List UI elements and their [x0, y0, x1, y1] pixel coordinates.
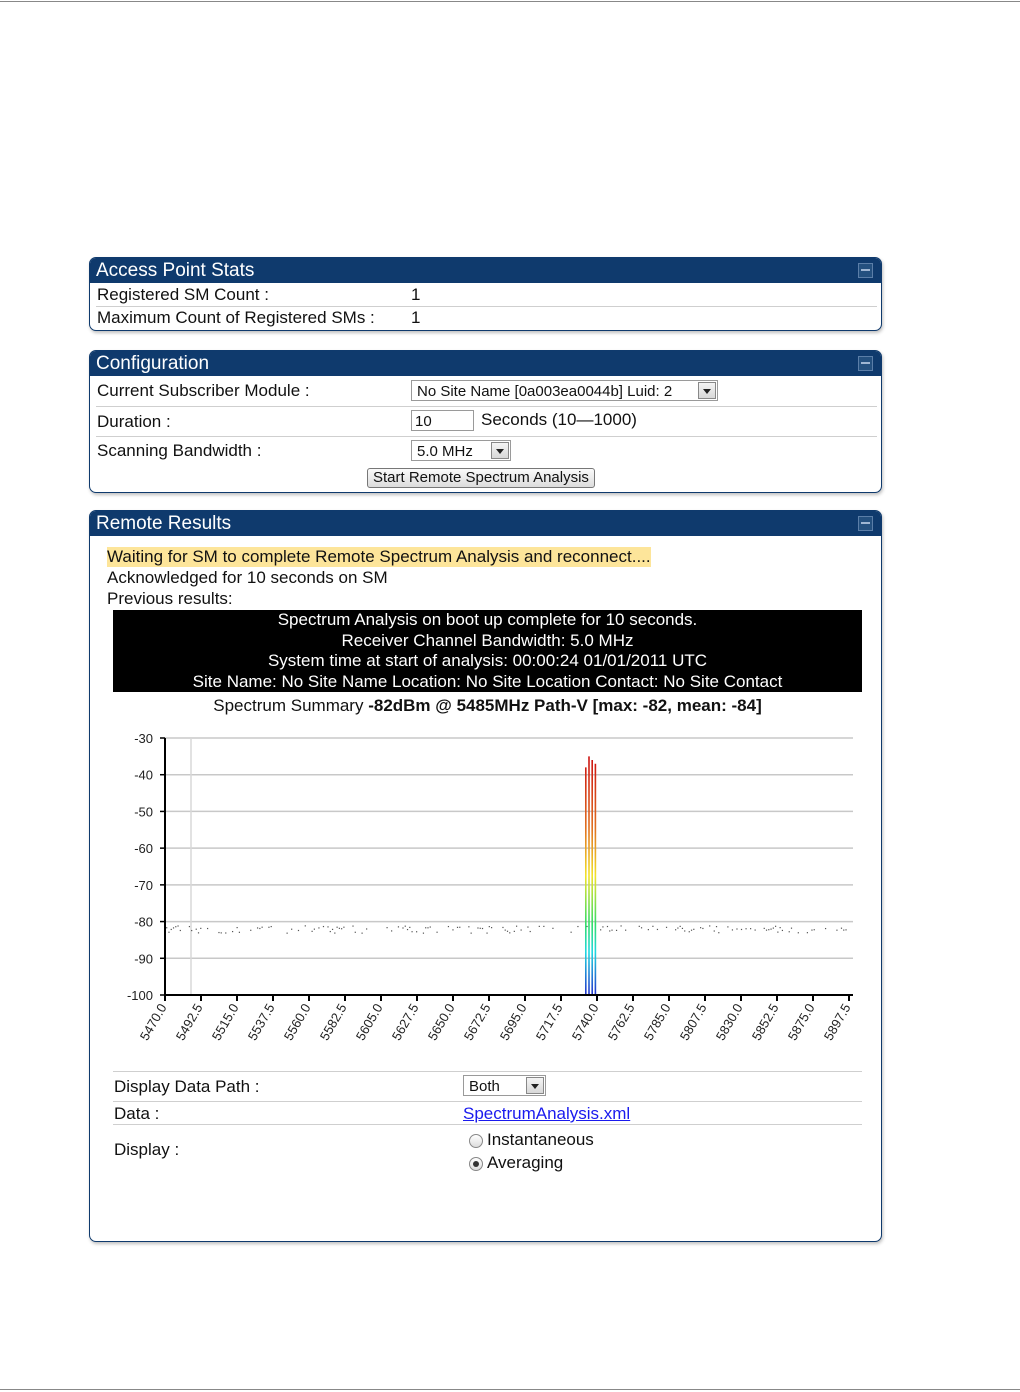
peak-marker — [168, 932, 169, 933]
row-value: 1 — [411, 285, 421, 304]
x-tick-label: 5717.5 — [532, 1001, 566, 1043]
peak-marker — [764, 928, 765, 929]
peak-marker — [682, 928, 683, 929]
peak-marker — [407, 929, 408, 930]
peak-marker — [298, 930, 299, 931]
peak-marker — [780, 927, 781, 928]
peak-marker — [675, 929, 676, 930]
panel-title: Access Point Stats — [96, 260, 255, 281]
previous-results-label: Previous results: — [107, 589, 233, 608]
peak-marker — [402, 927, 403, 928]
peak-marker — [527, 926, 528, 927]
peak-marker — [486, 933, 487, 934]
y-tick-label: -80 — [134, 914, 153, 930]
peak-marker — [741, 929, 742, 930]
peak-marker — [807, 932, 808, 933]
peak-marker — [700, 927, 701, 928]
x-tick-label: 5807.5 — [676, 1001, 710, 1043]
peak-marker — [693, 929, 694, 930]
peak-marker — [239, 932, 240, 933]
peak-marker — [257, 927, 258, 928]
peak-marker — [652, 926, 653, 927]
peak-marker — [166, 927, 167, 928]
y-tick-label: -70 — [134, 877, 153, 893]
y-tick-label: -60 — [134, 841, 153, 857]
peak-marker — [791, 928, 792, 929]
peak-marker — [468, 926, 469, 927]
peak-marker — [232, 931, 233, 932]
peak-marker — [171, 929, 172, 930]
peak-marker — [841, 928, 842, 929]
peak-marker — [175, 926, 176, 927]
peak-marker — [430, 926, 431, 927]
dropdown-arrow-icon[interactable] — [526, 1077, 544, 1094]
peak-marker — [770, 929, 771, 930]
max-registered-sms-row — [96, 307, 877, 329]
x-tick-label: 5672.5 — [460, 1001, 494, 1043]
info-line: Receiver Channel Bandwidth: 5.0 MHz — [341, 630, 634, 650]
x-tick-label: 5762.5 — [604, 1001, 638, 1043]
info-line: Spectrum Analysis on boot up complete for 10 seconds. — [277, 610, 698, 629]
peak-marker — [680, 926, 681, 927]
peak-marker — [482, 928, 483, 929]
peak-marker — [218, 932, 219, 933]
peak-marker — [736, 928, 737, 929]
peak-marker — [177, 925, 178, 926]
data-row — [113, 1101, 862, 1125]
peak-marker — [416, 931, 417, 932]
peak-marker — [323, 926, 324, 927]
row-label: Registered SM Count : — [97, 285, 269, 304]
peak-marker — [782, 930, 783, 931]
peak-marker — [312, 931, 313, 932]
peak-marker — [609, 930, 610, 931]
row-label: Data : — [114, 1104, 160, 1123]
peak-marker — [641, 927, 642, 928]
peak-marker — [509, 932, 510, 933]
current-sm-row — [96, 376, 877, 407]
row-label: Display Data Path : — [114, 1077, 260, 1096]
peak-marker — [766, 930, 767, 931]
y-tick-label: -50 — [134, 804, 153, 820]
scanning-bandwidth-select[interactable] — [411, 440, 511, 461]
row-value: 1 — [411, 308, 421, 327]
peak-marker — [291, 929, 292, 930]
peak-marker — [330, 931, 331, 932]
radio-icon[interactable] — [469, 1157, 483, 1171]
peak-marker — [337, 927, 338, 928]
peak-marker — [423, 933, 424, 934]
x-tick-label: 5875.0 — [784, 1001, 818, 1043]
page-bottom-rule — [0, 1389, 1020, 1390]
peak-marker — [607, 926, 608, 927]
peak-marker — [516, 926, 517, 927]
registered-sm-count-row — [96, 283, 877, 307]
peak-marker — [689, 931, 690, 932]
peak-marker — [425, 927, 426, 928]
y-tick-label: -40 — [134, 767, 153, 783]
row-label: Duration : — [97, 412, 171, 431]
peak-marker — [409, 927, 410, 928]
peak-marker — [207, 928, 208, 929]
x-tick-label: 5470.0 — [136, 1001, 170, 1043]
x-tick-label: 5515.0 — [208, 1001, 242, 1043]
peak-marker — [836, 930, 837, 931]
peak-marker — [530, 931, 531, 932]
panel-header — [90, 351, 881, 376]
collapse-icon[interactable] — [858, 356, 873, 371]
peak-marker — [411, 931, 412, 932]
peak-marker — [268, 927, 269, 928]
peak-marker — [586, 926, 587, 927]
peak-marker — [196, 929, 197, 930]
peak-marker — [386, 927, 387, 928]
peak-marker — [436, 932, 437, 933]
peak-marker — [539, 926, 540, 927]
select-value: Both — [469, 1078, 500, 1095]
peak-marker — [489, 926, 490, 927]
peak-marker — [173, 927, 174, 928]
peak-marker — [341, 928, 342, 929]
peak-marker — [225, 932, 226, 933]
peak-marker — [768, 929, 769, 930]
peak-marker — [191, 930, 192, 931]
peak-marker — [480, 928, 481, 929]
peak-marker — [507, 931, 508, 932]
peak-marker — [198, 932, 199, 933]
analysis-info-box — [113, 610, 862, 692]
peak-marker — [639, 926, 640, 927]
peak-marker — [777, 932, 778, 933]
peak-marker — [814, 929, 815, 930]
peak-marker — [755, 929, 756, 930]
peak-marker — [459, 927, 460, 928]
x-tick-label: 5605.0 — [352, 1001, 386, 1043]
panel-header — [90, 511, 881, 536]
page-top-rule — [0, 1, 1020, 2]
peak-marker — [716, 926, 717, 927]
peak-marker — [825, 928, 826, 929]
x-tick-label: 5852.5 — [748, 1001, 782, 1043]
peak-marker — [621, 925, 622, 926]
peak-marker — [491, 927, 492, 928]
start-remote-spectrum-analysis-button[interactable]: Start Remote Spectrum Analysis — [367, 468, 595, 488]
peak-marker — [521, 929, 522, 930]
display-data-path-select[interactable] — [463, 1075, 546, 1096]
peak-marker — [714, 930, 715, 931]
peak-marker — [343, 927, 344, 928]
peak-marker — [471, 933, 472, 934]
peak-marker — [571, 932, 572, 933]
peak-marker — [318, 927, 319, 928]
peak-marker — [327, 926, 328, 927]
peak-marker — [305, 925, 306, 926]
y-tick-label: -30 — [134, 731, 153, 746]
peak-marker — [666, 927, 667, 928]
row-label: Maximum Count of Registered SMs : — [97, 308, 375, 327]
x-tick-label: 5582.5 — [316, 1001, 350, 1043]
dropdown-arrow-icon[interactable] — [698, 382, 716, 399]
peak-marker — [366, 928, 367, 929]
x-tick-label: 5740.0 — [568, 1001, 602, 1043]
peak-marker — [398, 926, 399, 927]
x-tick-label: 5897.5 — [820, 1001, 854, 1043]
peak-marker — [727, 926, 728, 927]
acknowledged-message: Acknowledged for 10 seconds on SM — [107, 568, 388, 587]
x-tick-label: 5785.0 — [640, 1001, 674, 1043]
peak-marker — [391, 930, 392, 931]
peak-marker — [477, 927, 478, 928]
peak-marker — [405, 926, 406, 927]
peak-marker — [552, 928, 553, 929]
peak-marker — [789, 931, 790, 932]
x-tick-label: 5560.0 — [280, 1001, 314, 1043]
peak-marker — [616, 930, 617, 931]
x-tick-label: 5492.5 — [172, 1001, 206, 1043]
y-tick-label: -100 — [126, 988, 153, 1003]
peak-marker — [702, 928, 703, 929]
peak-marker — [355, 932, 356, 933]
panel-header — [90, 258, 881, 283]
collapse-icon[interactable] — [858, 263, 873, 278]
radio-instantaneous[interactable] — [469, 1130, 594, 1150]
peak-marker — [611, 930, 612, 931]
bandwidth-row — [96, 437, 877, 466]
peak-marker — [314, 929, 315, 930]
waiting-message: Waiting for SM to complete Remote Spectrum Analysis and reconnect.... — [107, 547, 651, 566]
display-data-path-row — [113, 1071, 862, 1101]
row-label: Display : — [114, 1140, 180, 1159]
peak-marker — [775, 926, 776, 927]
spectrum-chart — [113, 725, 862, 1065]
peak-marker — [709, 925, 710, 926]
peak-marker — [189, 926, 190, 927]
peak-marker — [811, 929, 812, 930]
peak-marker — [732, 929, 733, 930]
peak-marker — [577, 926, 578, 927]
panel-title: Remote Results — [96, 513, 232, 534]
duration-input[interactable]: 10 — [411, 410, 474, 431]
peak-marker — [843, 929, 844, 930]
radio-averaging[interactable] — [469, 1153, 563, 1173]
spectrum-summary — [113, 696, 862, 716]
peak-marker — [798, 932, 799, 933]
peak-marker — [262, 927, 263, 928]
duration-row — [96, 407, 877, 437]
peak-marker — [200, 928, 201, 929]
peak-marker — [750, 928, 751, 929]
peak-marker — [339, 928, 340, 929]
peak-marker — [457, 927, 458, 928]
peak-marker — [745, 928, 746, 929]
peak-marker — [502, 927, 503, 928]
panel-title: Configuration — [96, 353, 210, 374]
spectrum-analysis-xml-link[interactable]: SpectrumAnalysis.xml — [463, 1104, 631, 1123]
radio-label: Instantaneous — [487, 1130, 594, 1149]
peak-marker — [452, 929, 453, 930]
peak-marker — [180, 930, 181, 931]
collapse-icon[interactable] — [858, 516, 873, 531]
peak-marker — [361, 933, 362, 934]
peak-marker — [602, 926, 603, 927]
info-line: System time at start of analysis: 00:00:24 01/01/2011 UTC — [267, 651, 708, 670]
peak-marker — [352, 925, 353, 926]
peak-marker — [334, 932, 335, 933]
peak-marker — [691, 930, 692, 931]
peak-marker — [543, 926, 544, 927]
duration-hint: Seconds (10—1000) — [481, 410, 637, 429]
peak-marker — [600, 929, 601, 930]
dropdown-arrow-icon[interactable] — [491, 442, 509, 459]
peak-marker — [505, 930, 506, 931]
peak-marker — [237, 927, 238, 928]
x-tick-label: 5627.5 — [388, 1001, 422, 1043]
display-row — [113, 1124, 862, 1177]
peak-marker — [221, 932, 222, 933]
configuration-panel — [89, 350, 882, 493]
peak-marker — [677, 927, 678, 928]
peak-marker — [332, 929, 333, 930]
select-value: No Site Name [0a003ea0044b] Luid: 2 — [417, 383, 673, 400]
info-line: Site Name: No Site Name Location: No Site Location Contact: No Site Contact — [192, 671, 783, 691]
peak-marker — [427, 927, 428, 928]
peak-marker — [684, 930, 685, 931]
access-point-stats-panel — [89, 257, 882, 331]
peak-marker — [773, 927, 774, 928]
peak-marker — [271, 926, 272, 927]
peak-marker — [514, 931, 515, 932]
peak-marker — [250, 930, 251, 931]
peak-marker — [845, 929, 846, 930]
peak-marker — [718, 932, 719, 933]
x-tick-label: 5695.0 — [496, 1001, 530, 1043]
peak-marker — [648, 929, 649, 930]
current-sm-select[interactable] — [411, 380, 718, 401]
peak-marker — [448, 926, 449, 927]
peak-marker — [287, 933, 288, 934]
summary-value: -82dBm @ 5485MHz Path-V [max: -82, mean: -84] — [368, 696, 762, 715]
x-tick-label: 5830.0 — [712, 1001, 746, 1043]
peak-marker — [657, 929, 658, 930]
y-tick-label: -90 — [134, 951, 153, 967]
summary-prefix: Spectrum Summary — [213, 696, 364, 715]
select-value: 5.0 MHz — [417, 443, 473, 460]
radio-icon[interactable] — [469, 1134, 483, 1148]
peak-marker — [625, 930, 626, 931]
row-label: Current Subscriber Module : — [97, 381, 310, 400]
peak-marker — [259, 928, 260, 929]
x-tick-label: 5537.5 — [244, 1001, 278, 1043]
x-tick-label: 5650.0 — [424, 1001, 458, 1043]
row-label: Scanning Bandwidth : — [97, 441, 262, 460]
radio-label: Averaging — [487, 1153, 564, 1172]
